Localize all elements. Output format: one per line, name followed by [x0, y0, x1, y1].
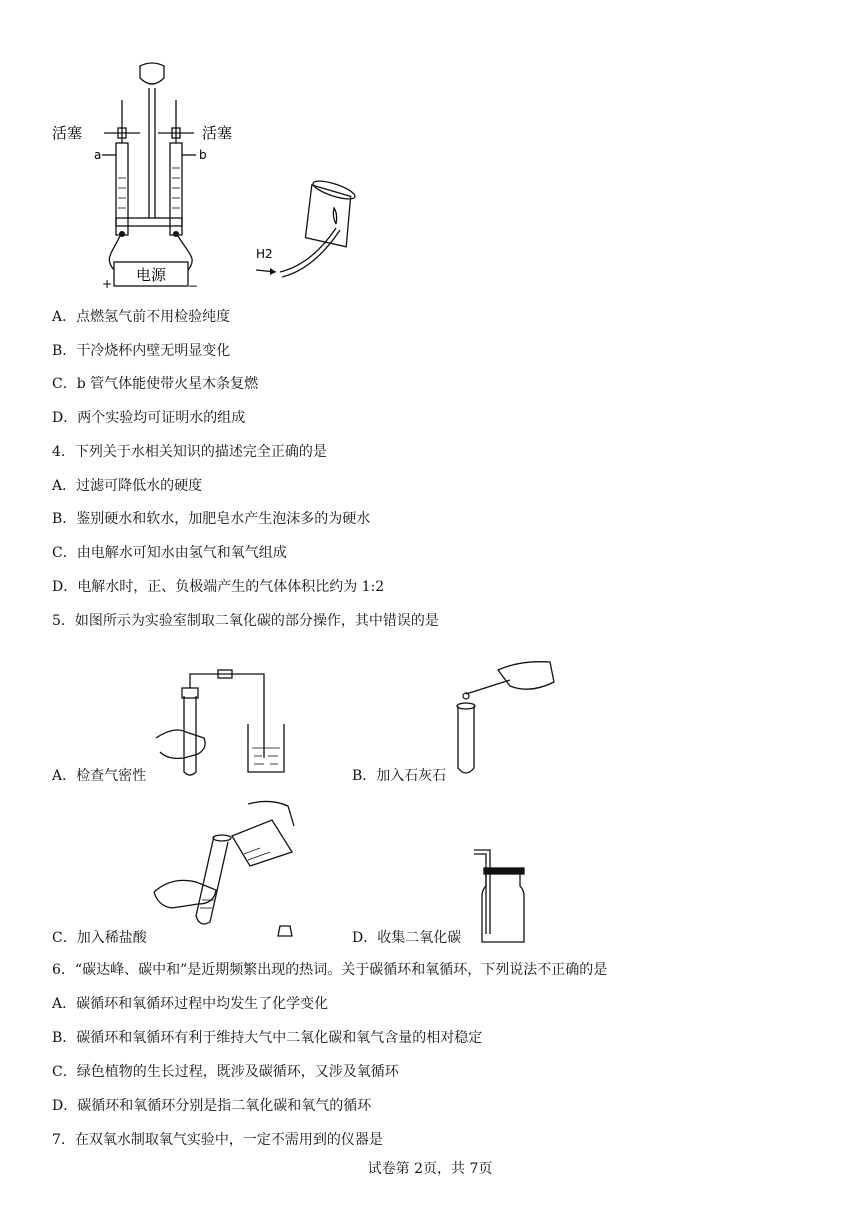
- q6-option-a: A．碳循环和氧循环过程中均发生了化学变化: [52, 996, 329, 1012]
- q4-option-a: A．过滤可降低水的硬度: [52, 478, 203, 494]
- q6-option-b: B．碳循环和氧循环有利于维持大气中二氧化碳和氧气含量的相对稳定: [52, 1030, 483, 1046]
- q3-option-b: B．干冷烧杯内壁无明显变化: [52, 343, 231, 359]
- hydrogen-burning-figure: [252, 176, 372, 286]
- q6-option-d: D．碳循环和氧循环分别是指二氧化碳和氧气的循环: [52, 1098, 372, 1114]
- q6-stem: 6．“碳达峰、碳中和”是近期频繁出现的热词。关于碳循环和氧循环，下列说法不正确的是: [52, 962, 608, 978]
- q3-option-a: A．点燃氢气前不用检验纯度: [52, 309, 231, 325]
- adding-limestone-figure: [450, 652, 560, 782]
- q4-option-c: C．由电解水可知水由氢气和氧气组成: [52, 545, 287, 561]
- q6-option-c: C．绿色植物的生长过程，既涉及碳循环，又涉及氧循环: [52, 1064, 399, 1080]
- q5-option-c: C．加入稀盐酸: [52, 930, 147, 946]
- stopcock-right-label: 活塞: [202, 124, 233, 142]
- collecting-co2-figure: [470, 846, 534, 946]
- q3-option-d: D．两个实验均可证明水的组成: [52, 410, 246, 426]
- tube-b-label: b: [199, 148, 207, 162]
- tube-a-label: a: [94, 148, 102, 162]
- airtightness-check-figure: [154, 668, 294, 780]
- q5-option-d: D．收集二氧化碳: [352, 930, 462, 946]
- q5-stem: 5．如图所示为实验室制取二氧化碳的部分操作，其中错误的是: [52, 613, 439, 629]
- q4-option-b: B．鉴别硬水和软水，加肥皂水产生泡沫多的为硬水: [52, 511, 371, 527]
- q3-option-c: C．b 管气体能使带火星木条复燃: [52, 376, 259, 392]
- q4-stem: 4．下列关于水相关知识的描述完全正确的是: [52, 444, 327, 460]
- adding-hydrochloric-acid-figure: [152, 796, 312, 942]
- plus-label: +: [102, 277, 113, 291]
- q4-option-d: D．电解水时，正、负极端产生的气体体积比约为 1:2: [52, 579, 385, 595]
- electrolysis-apparatus-figure: [52, 58, 252, 292]
- power-source-label: 电源: [136, 266, 167, 284]
- q5-option-b: B．加入石灰石: [352, 768, 447, 784]
- q7-stem: 7．在双氧水制取氧气实验中，一定不需用到的仪器是: [52, 1132, 383, 1148]
- h2-label: H2: [256, 247, 273, 261]
- page-footer: 试卷第 2页，共 7页: [367, 1161, 493, 1177]
- minus-label: −: [188, 279, 199, 292]
- stopcock-left-label: 活塞: [52, 124, 83, 142]
- q5-option-a: A．检查气密性: [52, 768, 147, 784]
